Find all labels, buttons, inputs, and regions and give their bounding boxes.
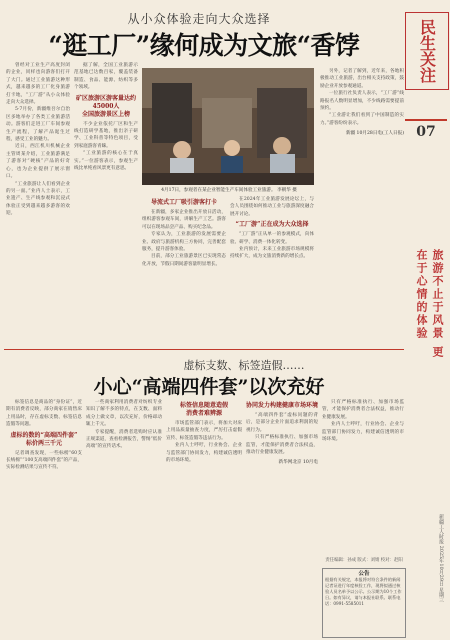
article2-subhead [6,432,82,448]
paragraph: 业内人士呼吁，行业协会、企业与监管部门协同发力，构建诚信透明的市场环境。 [166,443,242,464]
article1-col3 [142,196,226,344]
article1-col4 [230,196,314,344]
sidebar-divider [405,119,447,121]
article1-subhead: “工厂游”正在成为大众选择 [235,221,309,229]
article2-kicker: 虚标支数、标签造假…… [183,359,305,372]
article2-col2 [86,399,162,635]
article1-col5 [320,68,404,340]
article1-subhead: 导流式工厂吸引游客打卡 [150,199,217,206]
subhead-line: 虚标的数的“高端四件套” [10,431,78,439]
paragraph: 只有严格标准执行、加强市场监管，才能保护消费者合法权益，推动行业健康发展。 [246,435,318,456]
article1-kicker: 从小众体验走向大众选择 [127,12,271,26]
subhead-line: 标签信息随意造假 [179,402,228,409]
article2-col5 [322,399,404,549]
paragraph: 在新疆，多家企业推出开放日活动，组织游客参观车间，讲解生产工艺。游客可以在现场品尝产品、购买纪念品。 [142,210,226,230]
article2-headline: 小心“高端四件套”以次充好 [93,376,325,398]
photo-caption: 4月17日，参观者在某企业智能生产车间体验工业旅游。 李朝华 摄 [161,188,297,193]
page-number: 07 [416,124,436,140]
paragraph: 近日，西江机川机械企业主管周某介绍，工业旅游满足了游客对“硬核”产品的好奇心，也为企业提供了展示窗口。 [6,144,70,180]
notice-box [322,568,406,638]
subhead-line: 全国旅游景区上榜 [81,110,130,118]
paragraph: 另外，记者了解到，近年来，各地积极推动工业旅游，出台相关支持政策，鼓励企业开放参观通道。 [320,69,404,89]
article2-col1 [6,399,82,635]
article1-col1 [6,62,70,344]
paragraph: 在2024年工业旅游发展论坛上，与会人员围绕如何推动工业与旅游深度融合展开讨论。 [230,197,314,217]
subhead-line: 标价两三千元 [25,439,62,447]
main-content [4,4,404,636]
paragraph: 业内人士呼吁，行业协会、企业与监管部门协同发力，构建诚信透明的市场环境。 [322,422,404,443]
article2-byline: 新华网北京 10月电 [278,460,318,466]
article2-subhead [166,402,242,418]
paragraph: “工业游让我们看到了中国制造的实力。”游客纷纷表示。 [320,113,404,126]
article1-headline: “逛工厂”缘何成为文旅“香饽 [48,31,360,60]
factory-photo [142,68,314,185]
paragraph: 不少企业依托厂区和生产线打造研学基地，推出亲子研学、工业科普等特色项目，受到家庭游客青睐。 [74,121,138,149]
section-sidebar [405,4,447,636]
paragraph: “工厂游”正从单一的参观模式，向体验、研学、消费一体化转变。 [230,232,314,245]
paragraph: 据了解，全国工业旅游示范基地已达数百家，覆盖装备制造、食品、能源、纺织等多个领域。 [74,63,138,91]
notice-body: 根据有关规定，本报将对符合条件的新闻记者证进行年度核验工作，现将拟通过核验人员名单予以公示。公示期为10个工作日。如有异议，请与本报社联系。联系电话：0991-5585011 [325,577,402,606]
subhead-line: 消费者难辨源 [185,410,222,417]
article1-subhead [74,95,138,119]
paragraph: 专家认为，工业旅游的发展需要企业、政府与旅游机构三方协同，完善配套服务，提升游客体验。 [142,232,226,253]
paragraph: 市场监管部门表示，将加大对床上用品质量抽查力度，严厉打击虚假宣传、标签造假等违法行为。 [166,421,242,441]
editor-credits: 责任编辑：孙成 版式：刘婧 校对：赵阳 [325,558,403,563]
notice-title: 公告 [358,571,370,577]
publication-info: 新疆工人时报 2025年10月29日 星期三 [438,514,444,603]
paragraph: 专家提醒，消费者选购时应认准正规渠道，查看检测报告，警惕“低价高端”的宣传话术。 [86,429,162,450]
paragraph: “高端四件套”虚标问题的背后，是部分企业片面追求利润的短视行为。 [246,413,318,433]
paragraph: 目前，部分工业旅游景区已实现常态化开放，节假日期间游客量明显增长。 [142,254,226,267]
paragraph: 曾经对工业生产高度封闭的企业，同样也向游客们打开了大门。通过工业旅游这种形式，越来越多的工厂化身旅游打卡地，“工厂游”从小众体验走向大众选择。 [6,63,70,106]
section-slogan: 旅游不止于风景 更在于心情的体验 [415,249,444,359]
article-divider [4,349,404,350]
article2-subhead: 协同发力构建健康市场环境 [246,402,318,409]
section-title: 民生关注 [405,12,449,90]
paragraph: 标签信息是商品的“身份证”，近期有消费者反映，部分商家在销售床上用品时，存在虚标支数、标签信息造假等问题。 [6,400,82,428]
paragraph: 一位旅行社负责人表示，“工厂游”线路报名人数明显增加，不少线路需要提前预约。 [320,91,404,112]
paragraph: “工业旅游让人们看到企业的另一面。”业内人士表示，工业遗产、生产线参观和沉浸式体验正受到越来越多游客的欢迎。 [6,181,70,217]
article2-col4 [246,399,318,635]
article1-date: 新疆 10月28日电(工人日报) [345,131,404,137]
article2-col3 [166,399,242,635]
paragraph: 业内预计，未来工业旅游市场规模将持续扩大，成为文旅消费新的增长点。 [230,247,314,260]
paragraph: 记者调查发现，一些标榜“60支长绒棉”“100支高端四件套”的产品，实际检测结果与宣传不符。 [6,450,82,471]
paragraph: 5·7月份，新疆维吾尔自治区多地举办了各类工业旅游活动。游客们走进工厂车间参观生产流程，了解产品诞生过程，感受工业的魅力。 [6,107,70,143]
paragraph: “工业旅游的核心在于真实。”一位游客表示，参观生产线比单纯看风景更有意思。 [74,151,138,172]
paragraph: 一些商家利用消费者对纺织专业知识了解不多的特点，在支数、面料成分上做文章，以次充好，价格却动辄上千元。 [86,400,162,428]
factory-workshop-image [142,68,314,185]
article1-col2 [74,62,138,344]
subhead-line: 矿区旅游区游客量达约45000人 [75,94,136,110]
paragraph: 只有严格标准执行、加强市场监管，才能保护消费者合法权益，推动行业健康发展。 [322,400,404,420]
